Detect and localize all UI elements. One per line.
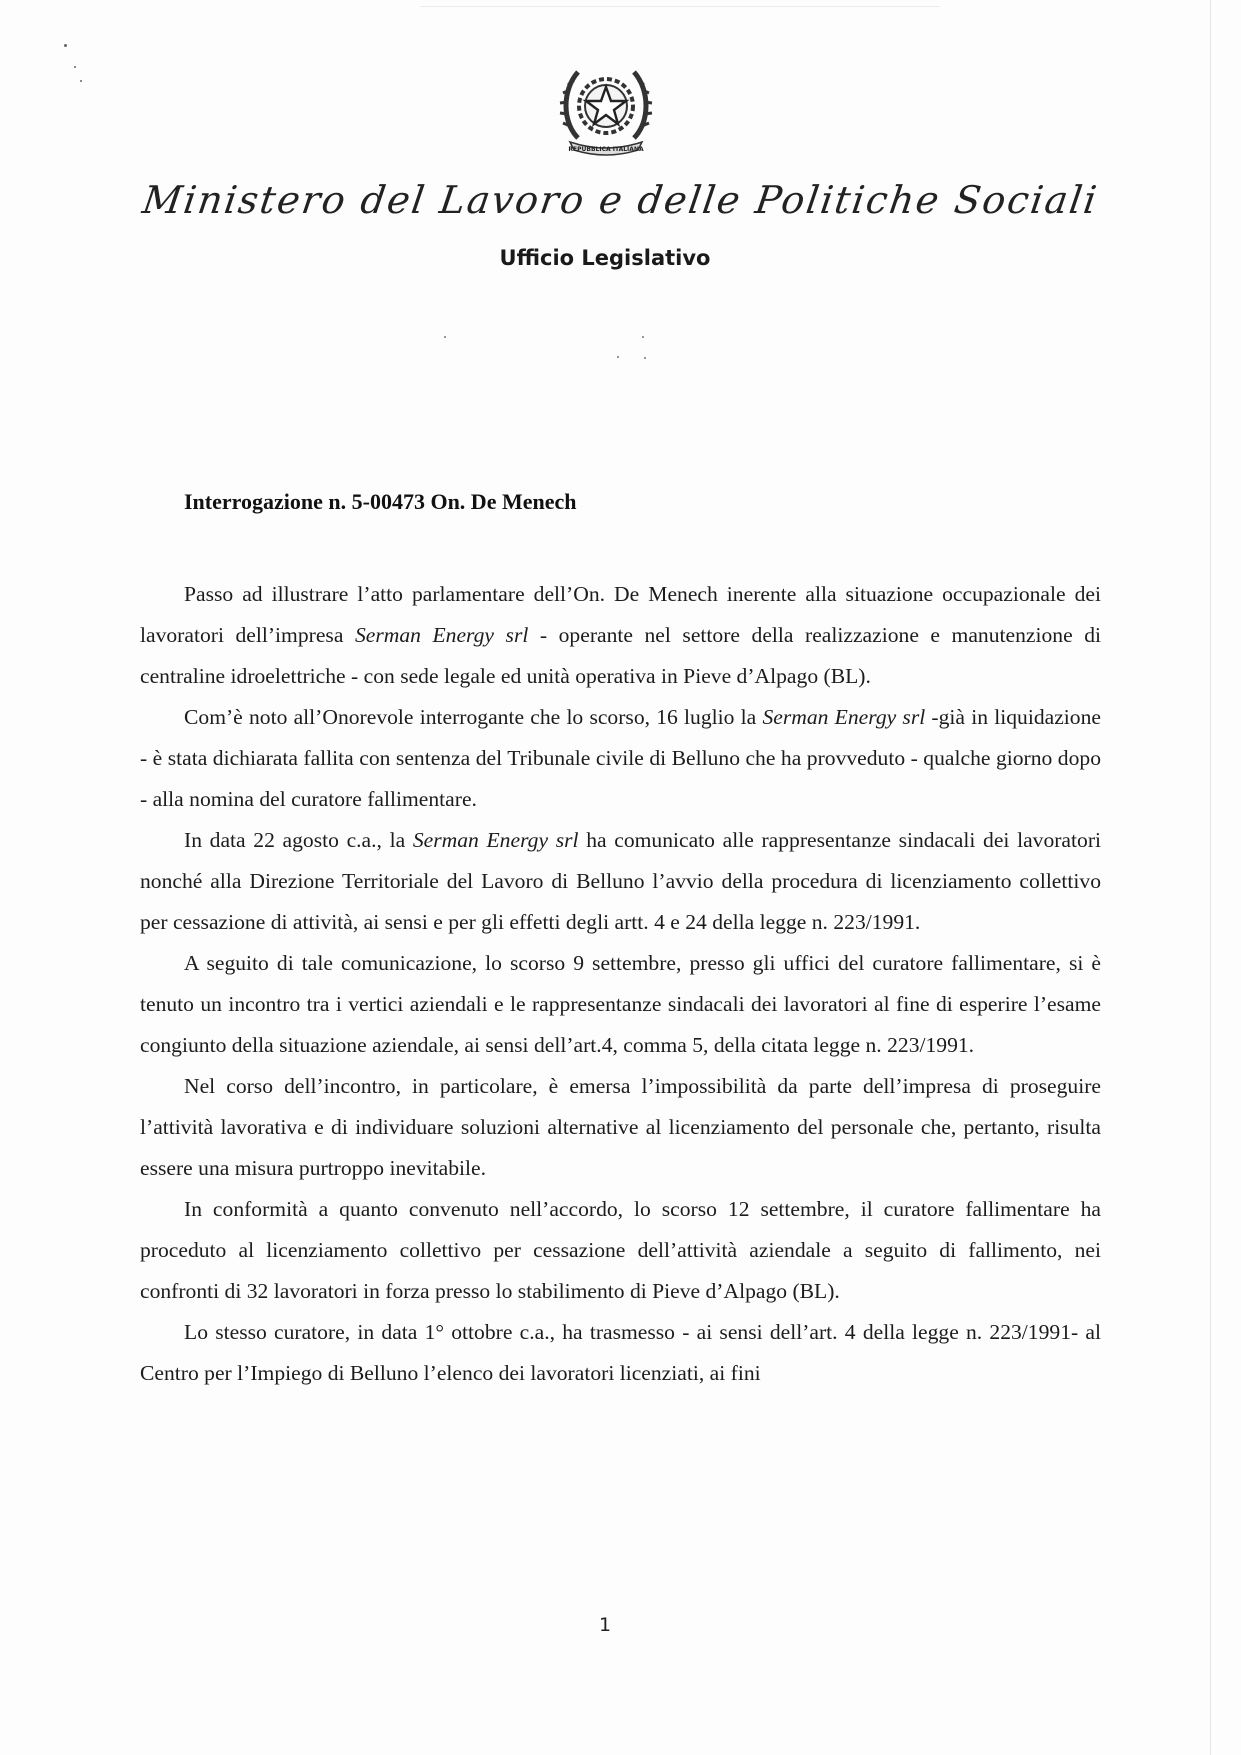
- paragraph-text: Com’è noto all’Onorevole interrogante che lo scorso, 16 luglio la: [184, 705, 763, 729]
- scan-edge-right: [1210, 0, 1211, 1755]
- paragraph-text: In conformità a quanto convenuto nell’accordo, lo scorso 12 settembre, il curatore fallimentare ha proceduto al licenziamento collettivo per cessazione dell’attività aziendale a seguito di fallimento, nei confronti di 32 lavoratori in forza presso lo stabilimento di Pieve d’Alpago (BL).: [140, 1197, 1101, 1303]
- scan-speck: [80, 80, 82, 82]
- body-paragraph: [140, 1066, 1101, 1189]
- paragraph-text: -già in liquidazione - è stata dichiarata fallita con sentenza del Tribunale civile di Belluno che ha provveduto - qualche giorno dopo - alla nomina del curatore fallimentare.: [140, 705, 1101, 811]
- body-paragraph: [140, 697, 1101, 820]
- body-paragraph: [140, 943, 1101, 1066]
- document-body: [140, 574, 1101, 1394]
- company-name: Serman Energy srl: [354, 623, 529, 647]
- paragraph-text: Nel corso dell’incontro, in particolare, è emersa l’impossibilità da parte dell’impresa di proseguire l’attività lavorativa e di individuare soluzioni alternative al licenziamento del personale che, pertanto, risulta essere una misura purtroppo inevitabile.: [140, 1074, 1101, 1180]
- scan-speck: [64, 44, 67, 47]
- paragraph-text: Lo stesso curatore, in data 1° ottobre c.a., ha trasmesso - ai sensi dell’art. 4 della legge n. 223/1991- al Centro per l’Impiego di Belluno l’elenco dei lavoratori licenziati, ai fini: [140, 1320, 1101, 1385]
- body-paragraph: [140, 574, 1101, 697]
- office-name: Ufficio Legislativo: [499, 246, 711, 270]
- company-name: Serman Energy srl: [412, 828, 579, 852]
- scan-edge-top: [420, 6, 940, 7]
- body-paragraph: [140, 820, 1101, 943]
- paragraph-text: A seguito di tale comunicazione, lo scorso 9 settembre, presso gli uffici del curatore fallimentare, si è tenuto un incontro tra i vertici aziendali e le rappresentanze sindacali dei lavoratori al fine di esperire l’esame congiunto della situazione aziendale, ai sensi dell’art.4, comma 5, della citata legge n. 223/1991.: [140, 951, 1101, 1057]
- paragraph-text: In data 22 agosto c.a., la: [184, 828, 413, 852]
- company-name: Serman Energy srl: [762, 705, 926, 729]
- body-paragraph: [140, 1312, 1101, 1394]
- scan-dot: [642, 336, 644, 338]
- republic-emblem-icon: [556, 56, 656, 160]
- body-paragraph: [140, 1189, 1101, 1312]
- paragraph-text: - operante nel settore della realizzazione e manutenzione di centraline idroelettriche - con sede legale ed unità operativa in Pieve d’Alpago (BL).: [140, 623, 1102, 688]
- paragraph-text: ha comunicato alle rappresentanze sindacali dei lavoratori nonché alla Direzione Territoriale del Lavoro di Belluno l’avvio della procedura di licenziamento collettivo per cessazione di attività, ai sensi e per gli effetti degli artt. 4 e 24 della legge n. 223/1991.: [140, 828, 1102, 934]
- interrogation-heading: Interrogazione n. 5-00473 On. De Menech: [184, 489, 577, 514]
- page-number: 1: [598, 1614, 612, 1636]
- scan-speck: [74, 66, 76, 68]
- ministry-title: Ministero del Lavoro e delle Politiche Sociali: [139, 178, 1102, 222]
- scan-dot: [444, 336, 446, 338]
- paragraph-text: Passo ad illustrare l’atto parlamentare dell’On. De Menech inerente alla situazione occupazionale dei lavoratori dell’impresa: [140, 582, 1101, 647]
- scan-dot: [644, 357, 646, 359]
- emblem-ribbon-text: REPUBBLICA ITALIANA: [568, 146, 644, 153]
- scan-dot: [617, 356, 619, 358]
